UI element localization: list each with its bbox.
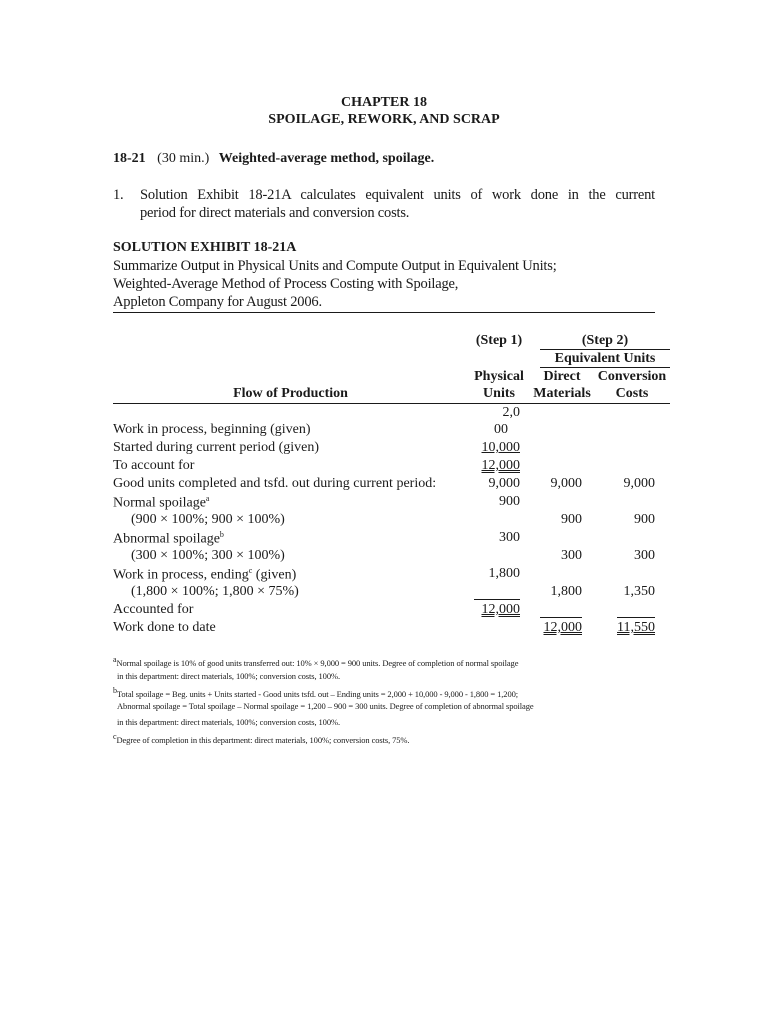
physical-units-cell: 300 <box>499 530 520 545</box>
row-label: To account for <box>113 458 195 473</box>
item-text-line2: period for direct materials and conversion costs. <box>140 205 410 221</box>
footnote-b-line3: in this department: direct materials, 100%; conversion costs, 100%. <box>117 717 340 727</box>
footnote-marker: a <box>205 494 210 503</box>
step1-header: (Step 1) <box>475 333 523 348</box>
subtotal-rule <box>617 617 655 618</box>
item-text-line1: Solution Exhibit 18-21A calculates equivalent units of work done in the current <box>140 187 655 203</box>
physical-units-cell: 2,0 <box>502 405 520 420</box>
conversion-costs-cell: 9,000 <box>623 476 655 491</box>
row-label: (1,800 × 100%; 1,800 × 75%) <box>131 584 299 599</box>
problem-title: Weighted-average method, spoilage. <box>218 151 435 166</box>
footnote-a: $^a$Normal spoilage is 10% of good units transferred out: 10% × 9,000 = 900 units. Degree of completion of normal spoilage <box>113 655 519 668</box>
physical-units-header-line1: Physical <box>474 369 524 384</box>
conversion-costs-header-line1: Conversion <box>597 369 667 384</box>
conversion-costs-cell: 300 <box>634 548 655 563</box>
chapter-heading: CHAPTER 18 <box>341 95 427 110</box>
exhibit-subtitle-line: Weighted-Average Method of Process Costing with Spoilage, <box>113 276 459 292</box>
equivalent-units-rule <box>540 367 670 368</box>
subtotal-rule <box>540 617 582 618</box>
equivalent-units-header: Equivalent Units <box>554 351 656 366</box>
direct-materials-cell: 900 <box>561 512 582 527</box>
problem-number: 18-21 <box>113 151 146 166</box>
conversion-costs-cell: 1,350 <box>623 584 655 599</box>
problem-time: (30 min.) <box>157 151 210 166</box>
physical-units-cell: 10,000 <box>481 440 520 455</box>
item-number: 1. <box>113 187 124 203</box>
direct-materials-cell: 1,800 <box>550 584 582 599</box>
physical-units-cell: 12,000 <box>481 602 520 617</box>
physical-units-header-line2: Units <box>483 386 515 401</box>
exhibit-title: SOLUTION EXHIBIT 18-21A <box>113 240 297 255</box>
physical-units-cell: 900 <box>499 494 520 509</box>
exhibit-rule <box>113 312 655 313</box>
row-label: (900 × 100%; 900 × 100%) <box>131 512 285 527</box>
step2-header: (Step 2) <box>581 333 629 348</box>
row-label: Work in process, ending$^c$ (given) <box>113 566 297 583</box>
row-label: Accounted for <box>113 602 194 617</box>
footnote-a-line2: in this department: direct materials, 100%; conversion costs, 100%. <box>117 671 340 681</box>
row-label: Work done to date <box>113 620 216 635</box>
footnote-marker: b <box>219 530 224 539</box>
direct-materials-cell: 9,000 <box>550 476 582 491</box>
row-label: Abnormal spoilage$^b$ <box>113 530 224 547</box>
row-label: Work in process, beginning (given) <box>113 422 311 437</box>
physical-units-cell: 12,000 <box>481 458 520 473</box>
row-label: Started during current period (given) <box>113 440 320 455</box>
direct-materials-cell: 12,000 <box>543 620 582 635</box>
direct-materials-cell: 300 <box>561 548 582 563</box>
direct-materials-header-line1: Direct <box>543 369 581 384</box>
conversion-costs-header-line2: Costs <box>615 386 649 401</box>
chapter-title: SPOILAGE, REWORK, AND SCRAP <box>268 112 500 127</box>
physical-units-cell: 00 <box>494 422 508 437</box>
row-label: (300 × 100%; 300 × 100%) <box>131 548 285 563</box>
footnote-b: $^b$Total spoilage = Beg. units + Units started - Good units tsfd. out – Ending units = 2,000 + 10,000 - 9,000 - 1,800 = 1,200; <box>113 686 519 699</box>
row-label: Normal spoilage$^a$ <box>113 494 210 511</box>
subtotal-rule <box>474 599 520 600</box>
step2-rule <box>540 349 670 350</box>
conversion-costs-cell: 900 <box>634 512 655 527</box>
exhibit-subtitle-line: Summarize Output in Physical Units and Compute Output in Equivalent Units; <box>113 258 557 274</box>
direct-materials-header-line2: Materials <box>533 386 591 401</box>
flow-of-production-header: Flow of Production <box>233 386 348 401</box>
header-rule <box>113 403 670 404</box>
physical-units-cell: 9,000 <box>488 476 520 491</box>
row-label: Good units completed and tsfd. out during current period: <box>113 476 437 491</box>
physical-units-cell: 1,800 <box>488 566 520 581</box>
footnote-marker: c <box>248 566 253 575</box>
conversion-costs-cell: 11,550 <box>617 620 655 635</box>
exhibit-subtitle-line: Appleton Company for August 2006. <box>113 294 322 310</box>
problem-heading <box>113 151 434 167</box>
footnote-c: $^c$Degree of completion in this department: direct materials, 100%; conversion costs, 75%. <box>113 732 410 745</box>
footnote-b-line2: Abnormal spoilage = Total spoilage – Normal spoilage = 1,200 – 900 = 300 units. Degree of completion of abnormal spoilage <box>117 701 534 711</box>
